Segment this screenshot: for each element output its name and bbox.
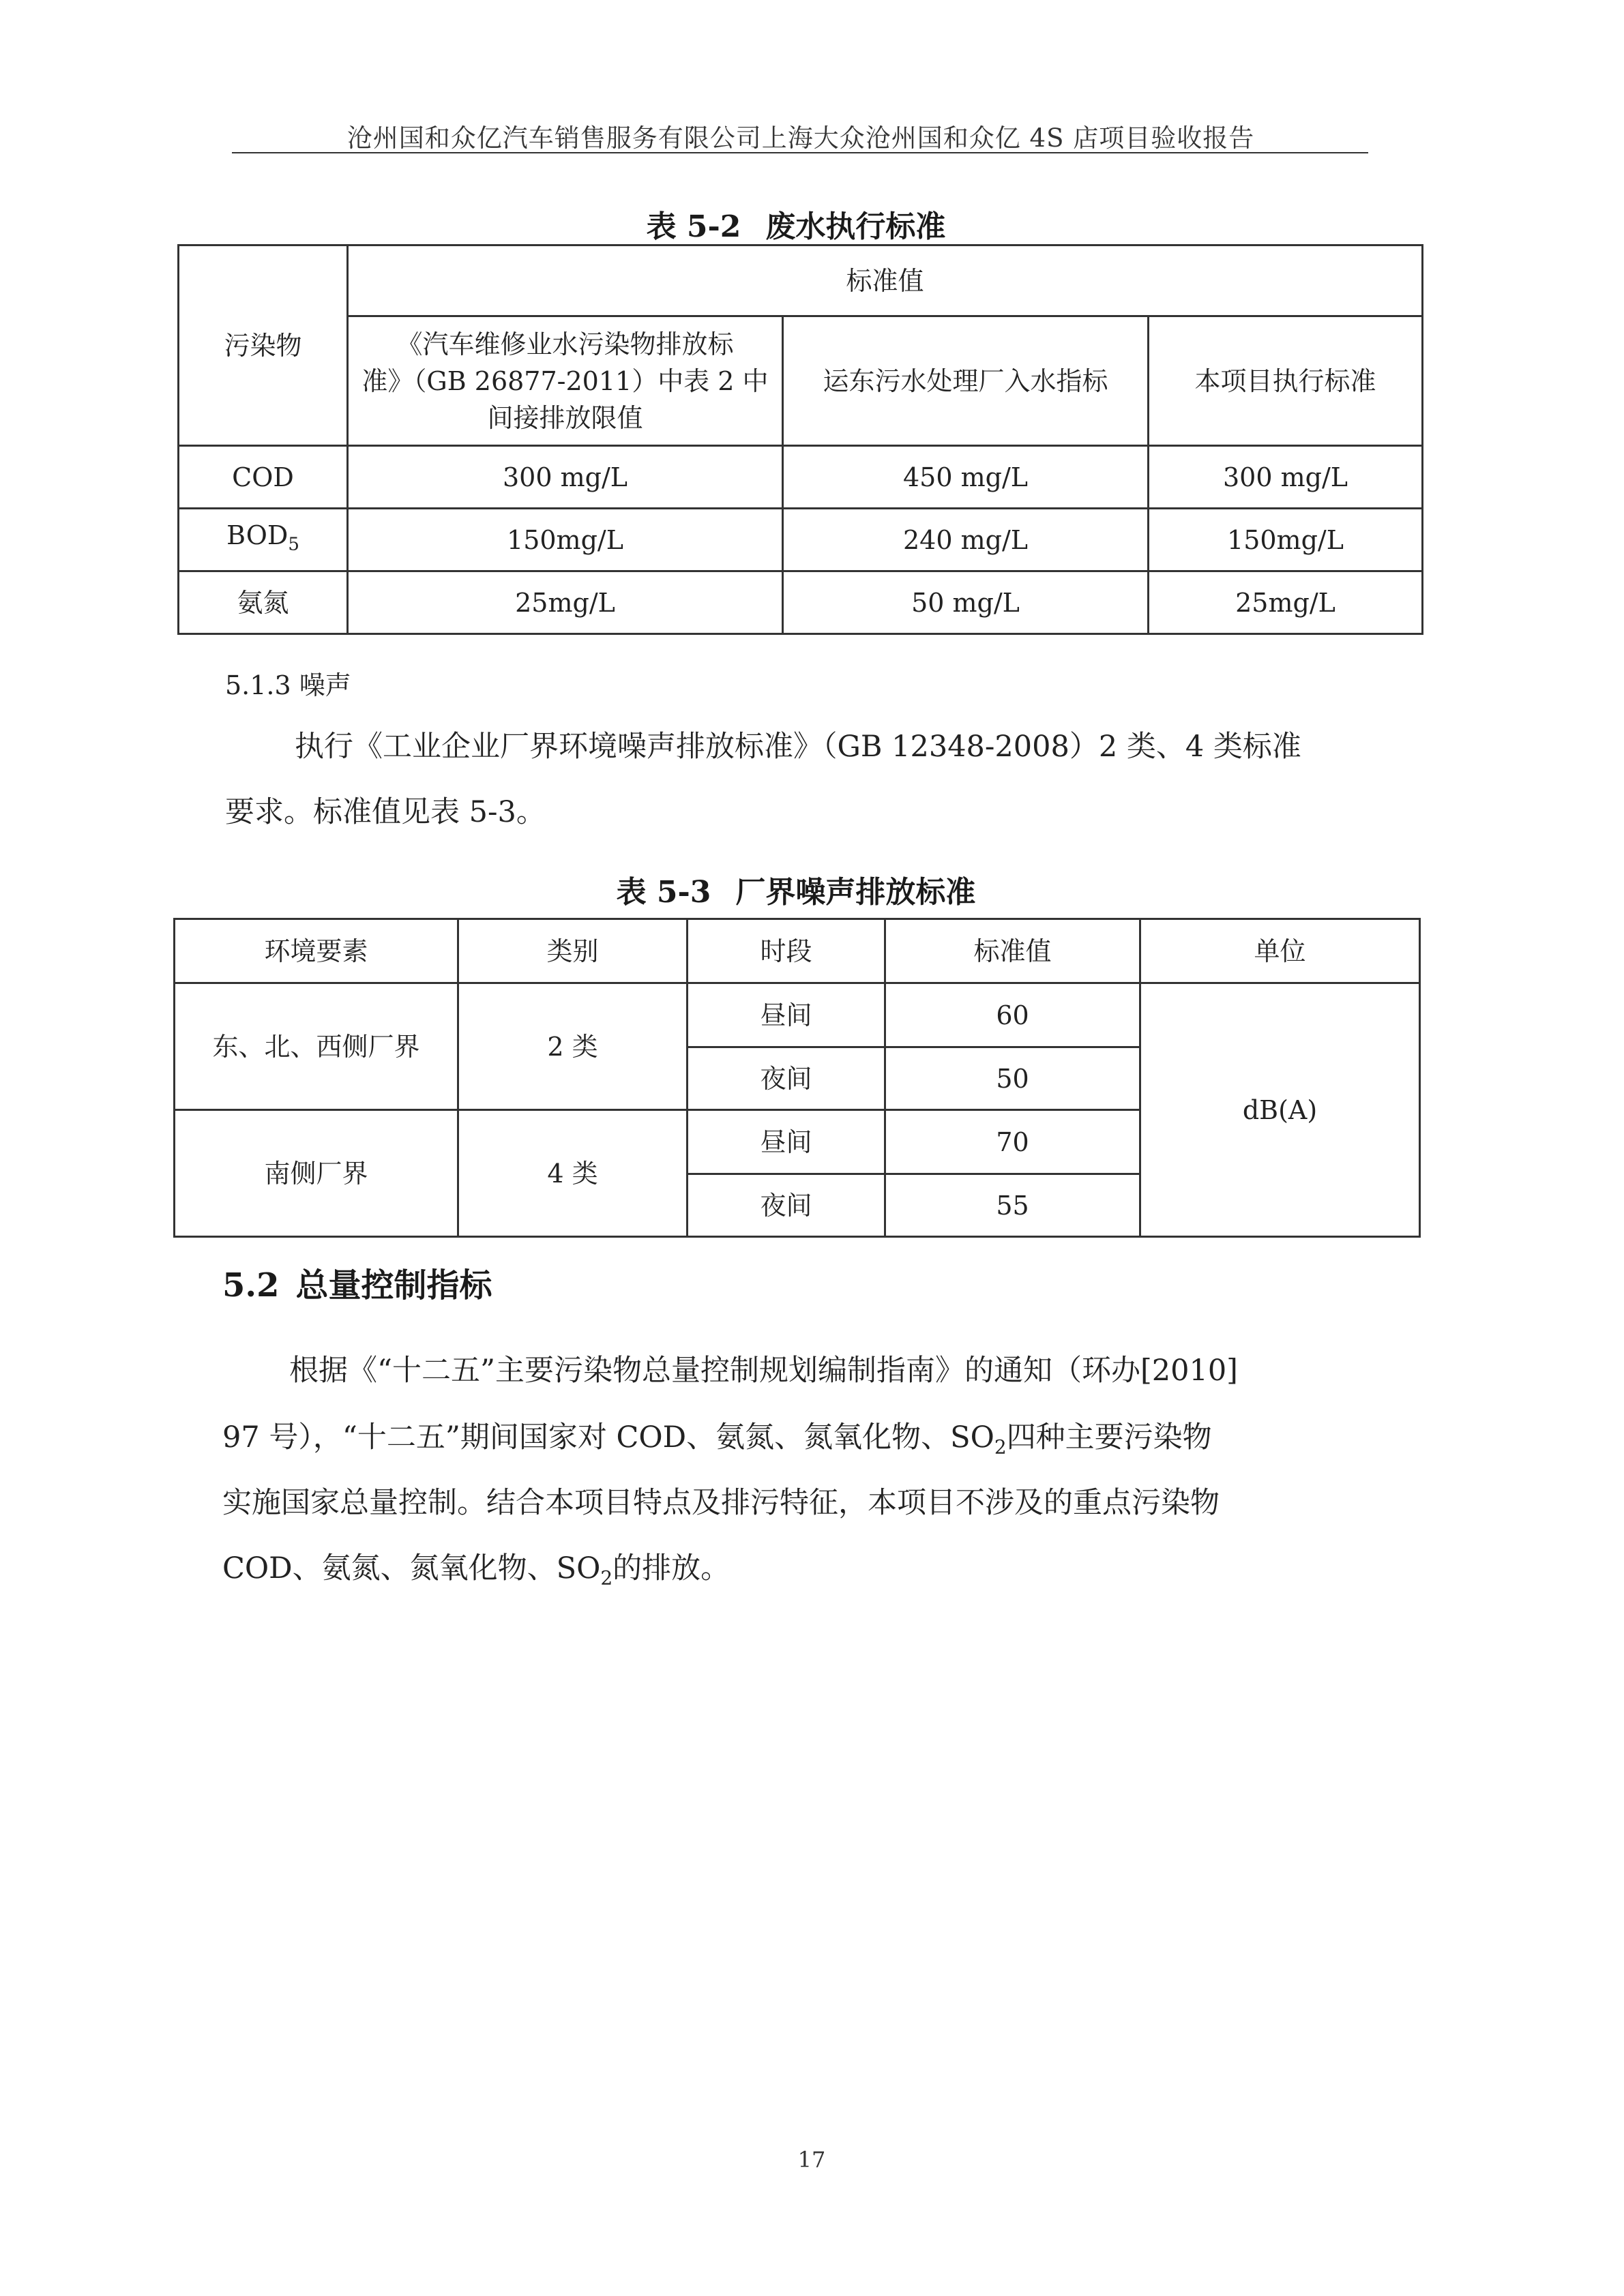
cell-value: 70 [885,1110,1140,1174]
section-5-2-title: 总量控制指标 [295,1266,492,1304]
cell-plant-value: 450 mg/L [783,446,1149,509]
header-gb-line-1: 《汽车维修业水污染物排放标 [396,329,734,359]
cell-pollutant [179,509,348,571]
cell-category: 2 类 [458,983,688,1110]
header-gb-line-3: 间接排放限值 [487,402,643,433]
cell-project-value: 25mg/L [1149,571,1423,634]
table-5-3-caption [173,867,1419,911]
section-5-2-line-2 [222,1405,1212,1480]
cell-pollutant: COD [179,446,348,509]
table-5-2-caption-title: 废水执行标准 [765,209,946,244]
header-element: 环境要素 [175,919,458,983]
section-5-2-line-2-part-a: 97 号），“十二五”期间国家对 COD、氨氮、氮氧化物、SO [222,1420,994,1455]
table-5-2 [177,244,1423,635]
cell-period: 昼间 [688,1110,885,1174]
table-row [179,571,1423,634]
cell-period: 昼间 [688,983,885,1047]
pollutant-bod-subscript: 5 [288,534,299,555]
cell-value: 55 [885,1174,1140,1237]
cell-gb-value: 150mg/L [348,509,783,571]
table-5-2-caption-number: 表 5-2 [646,209,741,244]
table-row [175,983,1420,1047]
section-5-1-3-para-line-1: 执行《工业企业厂界环境噪声排放标准》（GB 12348-2008）2 类、4 类标准 [295,730,1301,764]
cell-element: 南侧厂界 [175,1110,458,1237]
section-5-2-number: 5.2 [222,1266,280,1304]
pollutant-bod: BOD [226,520,289,550]
section-5-2-line-4-part-a: COD、氨氮、氮氧化物、SO [222,1551,601,1585]
header-gb-standard [348,316,783,446]
cell-project-value: 150mg/L [1149,509,1423,571]
table-5-3-caption-number: 表 5-3 [616,875,711,910]
table-row [179,509,1423,571]
header-unit: 单位 [1140,919,1420,983]
table-5-3 [173,918,1421,1238]
cell-value: 50 [885,1047,1140,1110]
section-5-2-line-1: 根据《“十二五”主要污染物总量控制规划编制指南》的通知（环办[2010] [289,1354,1238,1388]
header-project-standard: 本项目执行标准 [1149,316,1423,446]
cell-gb-value: 25mg/L [348,571,783,634]
table-5-2-caption [173,202,1419,245]
header-standard-group: 标准值 [348,245,1423,316]
section-5-1-3-heading: 5.1.3 噪声 [225,670,351,700]
cell-plant-value: 50 mg/L [783,571,1149,634]
so2-subscript: 2 [600,1566,613,1590]
section-5-2-line-4 [222,1536,730,1611]
cell-period: 夜间 [688,1047,885,1110]
header-category: 类别 [458,919,688,983]
section-5-2-line-3: 实施国家总量控制。结合本项目特点及排污特征，本项目不涉及的重点污染物 [222,1486,1220,1520]
section-5-2-line-2-part-b: 四种主要污染物 [1006,1420,1212,1455]
table-row [179,446,1423,509]
section-5-2-heading [222,1259,492,1306]
header-period: 时段 [688,919,885,983]
cell-period: 夜间 [688,1174,885,1237]
page-number: 17 [797,2147,826,2173]
header-plant-inflow: 运东污水处理厂入水指标 [783,316,1149,446]
header-value: 标准值 [885,919,1140,983]
cell-plant-value: 240 mg/L [783,509,1149,571]
cell-pollutant: 氨氮 [179,571,348,634]
cell-unit: dB(A) [1140,983,1420,1237]
cell-gb-value: 300 mg/L [348,446,783,509]
header-gb-line-2: 准》（GB 26877-2011）中表 2 中 [361,366,769,396]
cell-value: 60 [885,983,1140,1047]
cell-element: 东、北、西侧厂界 [175,983,458,1110]
cell-category: 4 类 [458,1110,688,1237]
running-header: 沧州国和众亿汽车销售服务有限公司上海大众沧州国和众亿 4S 店项目验收报告 [346,123,1255,153]
header-pollutant: 污染物 [179,245,348,446]
header-rule [232,152,1368,153]
section-5-2-line-4-part-b: 的排放。 [612,1551,730,1585]
table-5-3-caption-title: 厂界噪声排放标准 [735,875,976,910]
so2-subscript: 2 [994,1435,1007,1459]
cell-project-value: 300 mg/L [1149,446,1423,509]
section-5-1-3-para-line-2: 要求。标准值见表 5-3。 [225,795,546,829]
